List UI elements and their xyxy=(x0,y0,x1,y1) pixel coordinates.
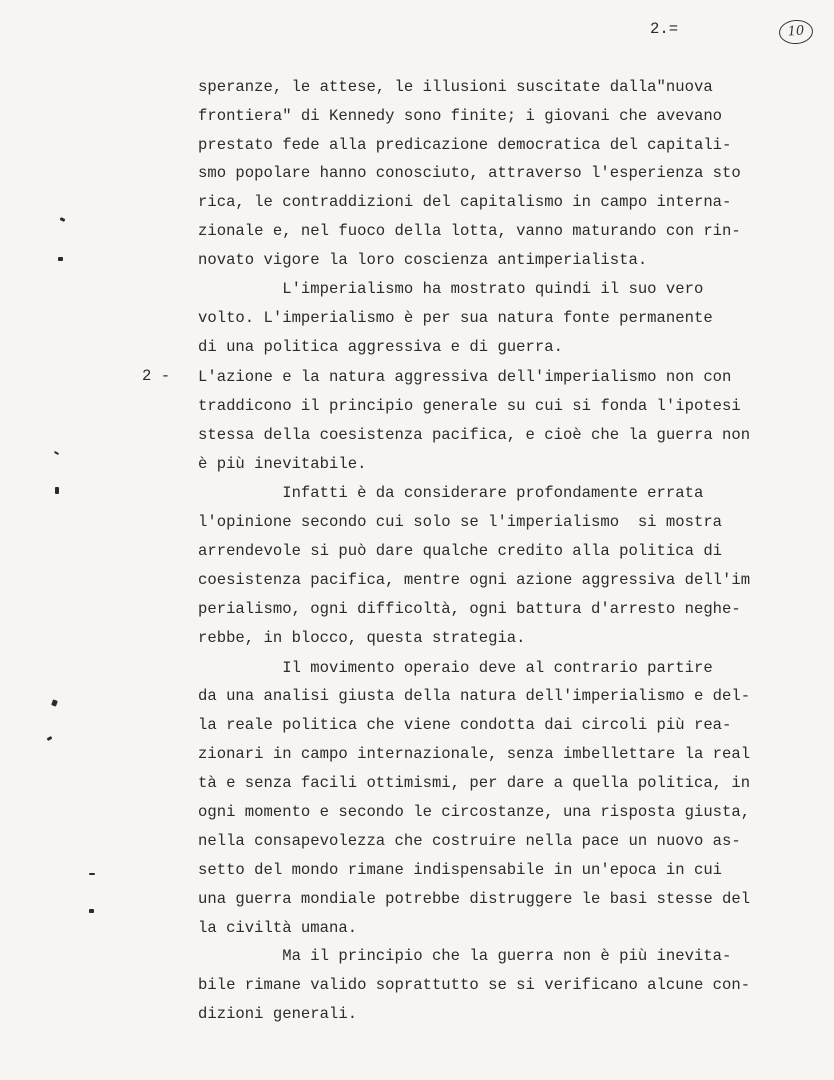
text-line: da una analisi giusta della natura dell'imperialismo e del- xyxy=(198,687,751,705)
text-line: setto del mondo rimane indispensabile in un'epoca in cui xyxy=(198,861,723,879)
text-line: nella consapevolezza che costruire nella pace un nuovo as- xyxy=(198,832,741,850)
text-line: dizioni generali. xyxy=(198,1005,358,1023)
text-line: smo popolare hanno conosciuto, attraverso l'esperienza sto xyxy=(198,164,741,182)
text-line: rebbe, in blocco, questa strategia. xyxy=(198,629,526,647)
text-line: coesistenza pacifica, mentre ogni azione aggressiva dell'im xyxy=(198,571,751,589)
circled-folio-stamp: 10 xyxy=(778,19,814,45)
text-line: zionale e, nel fuoco della lotta, vanno maturando con rin- xyxy=(198,222,741,240)
text-line: la reale politica che viene condotta dai circoli più rea- xyxy=(198,716,732,734)
text-line: ogni momento e secondo le circostanze, una risposta giusta, xyxy=(198,803,751,821)
text-line: rica, le contraddizioni del capitalismo in campo interna- xyxy=(198,193,732,211)
text-line: la civiltà umana. xyxy=(198,919,358,937)
margin-mark xyxy=(55,487,59,494)
section-number: 2 - xyxy=(142,367,171,385)
margin-mark xyxy=(89,909,94,913)
text-line: stessa della coesistenza pacifica, e cioè che la guerra non xyxy=(198,426,751,444)
text-line: è più inevitabile. xyxy=(198,455,367,473)
text-line: l'opinione secondo cui solo se l'imperialismo si mostra xyxy=(198,513,723,531)
text-line: tà e senza facili ottimismi, per dare a quella politica, in xyxy=(198,774,751,792)
text-line: traddicono il principio generale su cui si fonda l'ipotesi xyxy=(198,397,741,415)
text-line: una guerra mondiale potrebbe distruggere le basi stesse del xyxy=(198,890,751,908)
text-line: bile rimane valido soprattutto se si verificano alcune con- xyxy=(198,976,751,994)
text-line: prestato fede alla predicazione democratica del capitali- xyxy=(198,136,732,154)
text-line: L'azione e la natura aggressiva dell'imperialismo non con xyxy=(198,368,732,386)
text-line: zionari in campo internazionale, senza imbellettare la real xyxy=(198,745,751,763)
margin-mark xyxy=(54,451,59,455)
text-line: volto. L'imperialismo è per sua natura fonte permanente xyxy=(198,309,713,327)
text-line: di una politica aggressiva e di guerra. xyxy=(198,338,563,356)
text-line: perialismo, ogni difficoltà, ogni battura d'arresto neghe- xyxy=(198,600,741,618)
page-number: 2.= xyxy=(650,20,679,38)
margin-mark xyxy=(47,736,53,741)
text-line: Il movimento operaio deve al contrario partire xyxy=(198,659,713,677)
margin-mark xyxy=(60,217,66,222)
margin-mark xyxy=(58,257,63,261)
text-line: arrendevole si può dare qualche credito alla politica di xyxy=(198,542,723,560)
text-line: novato vigore la loro coscienza antimperialista. xyxy=(198,251,648,269)
text-line: L'imperialismo ha mostrato quindi il suo vero xyxy=(198,280,704,298)
text-line: Ma il principio che la guerra non è più inevita- xyxy=(198,947,732,965)
margin-mark xyxy=(51,699,58,706)
text-line: frontiera" di Kennedy sono finite; i giovani che avevano xyxy=(198,107,723,125)
text-line: speranze, le attese, le illusioni suscitate dalla"nuova xyxy=(198,78,713,96)
margin-mark xyxy=(89,873,95,875)
text-line: Infatti è da considerare profondamente errata xyxy=(198,484,704,502)
